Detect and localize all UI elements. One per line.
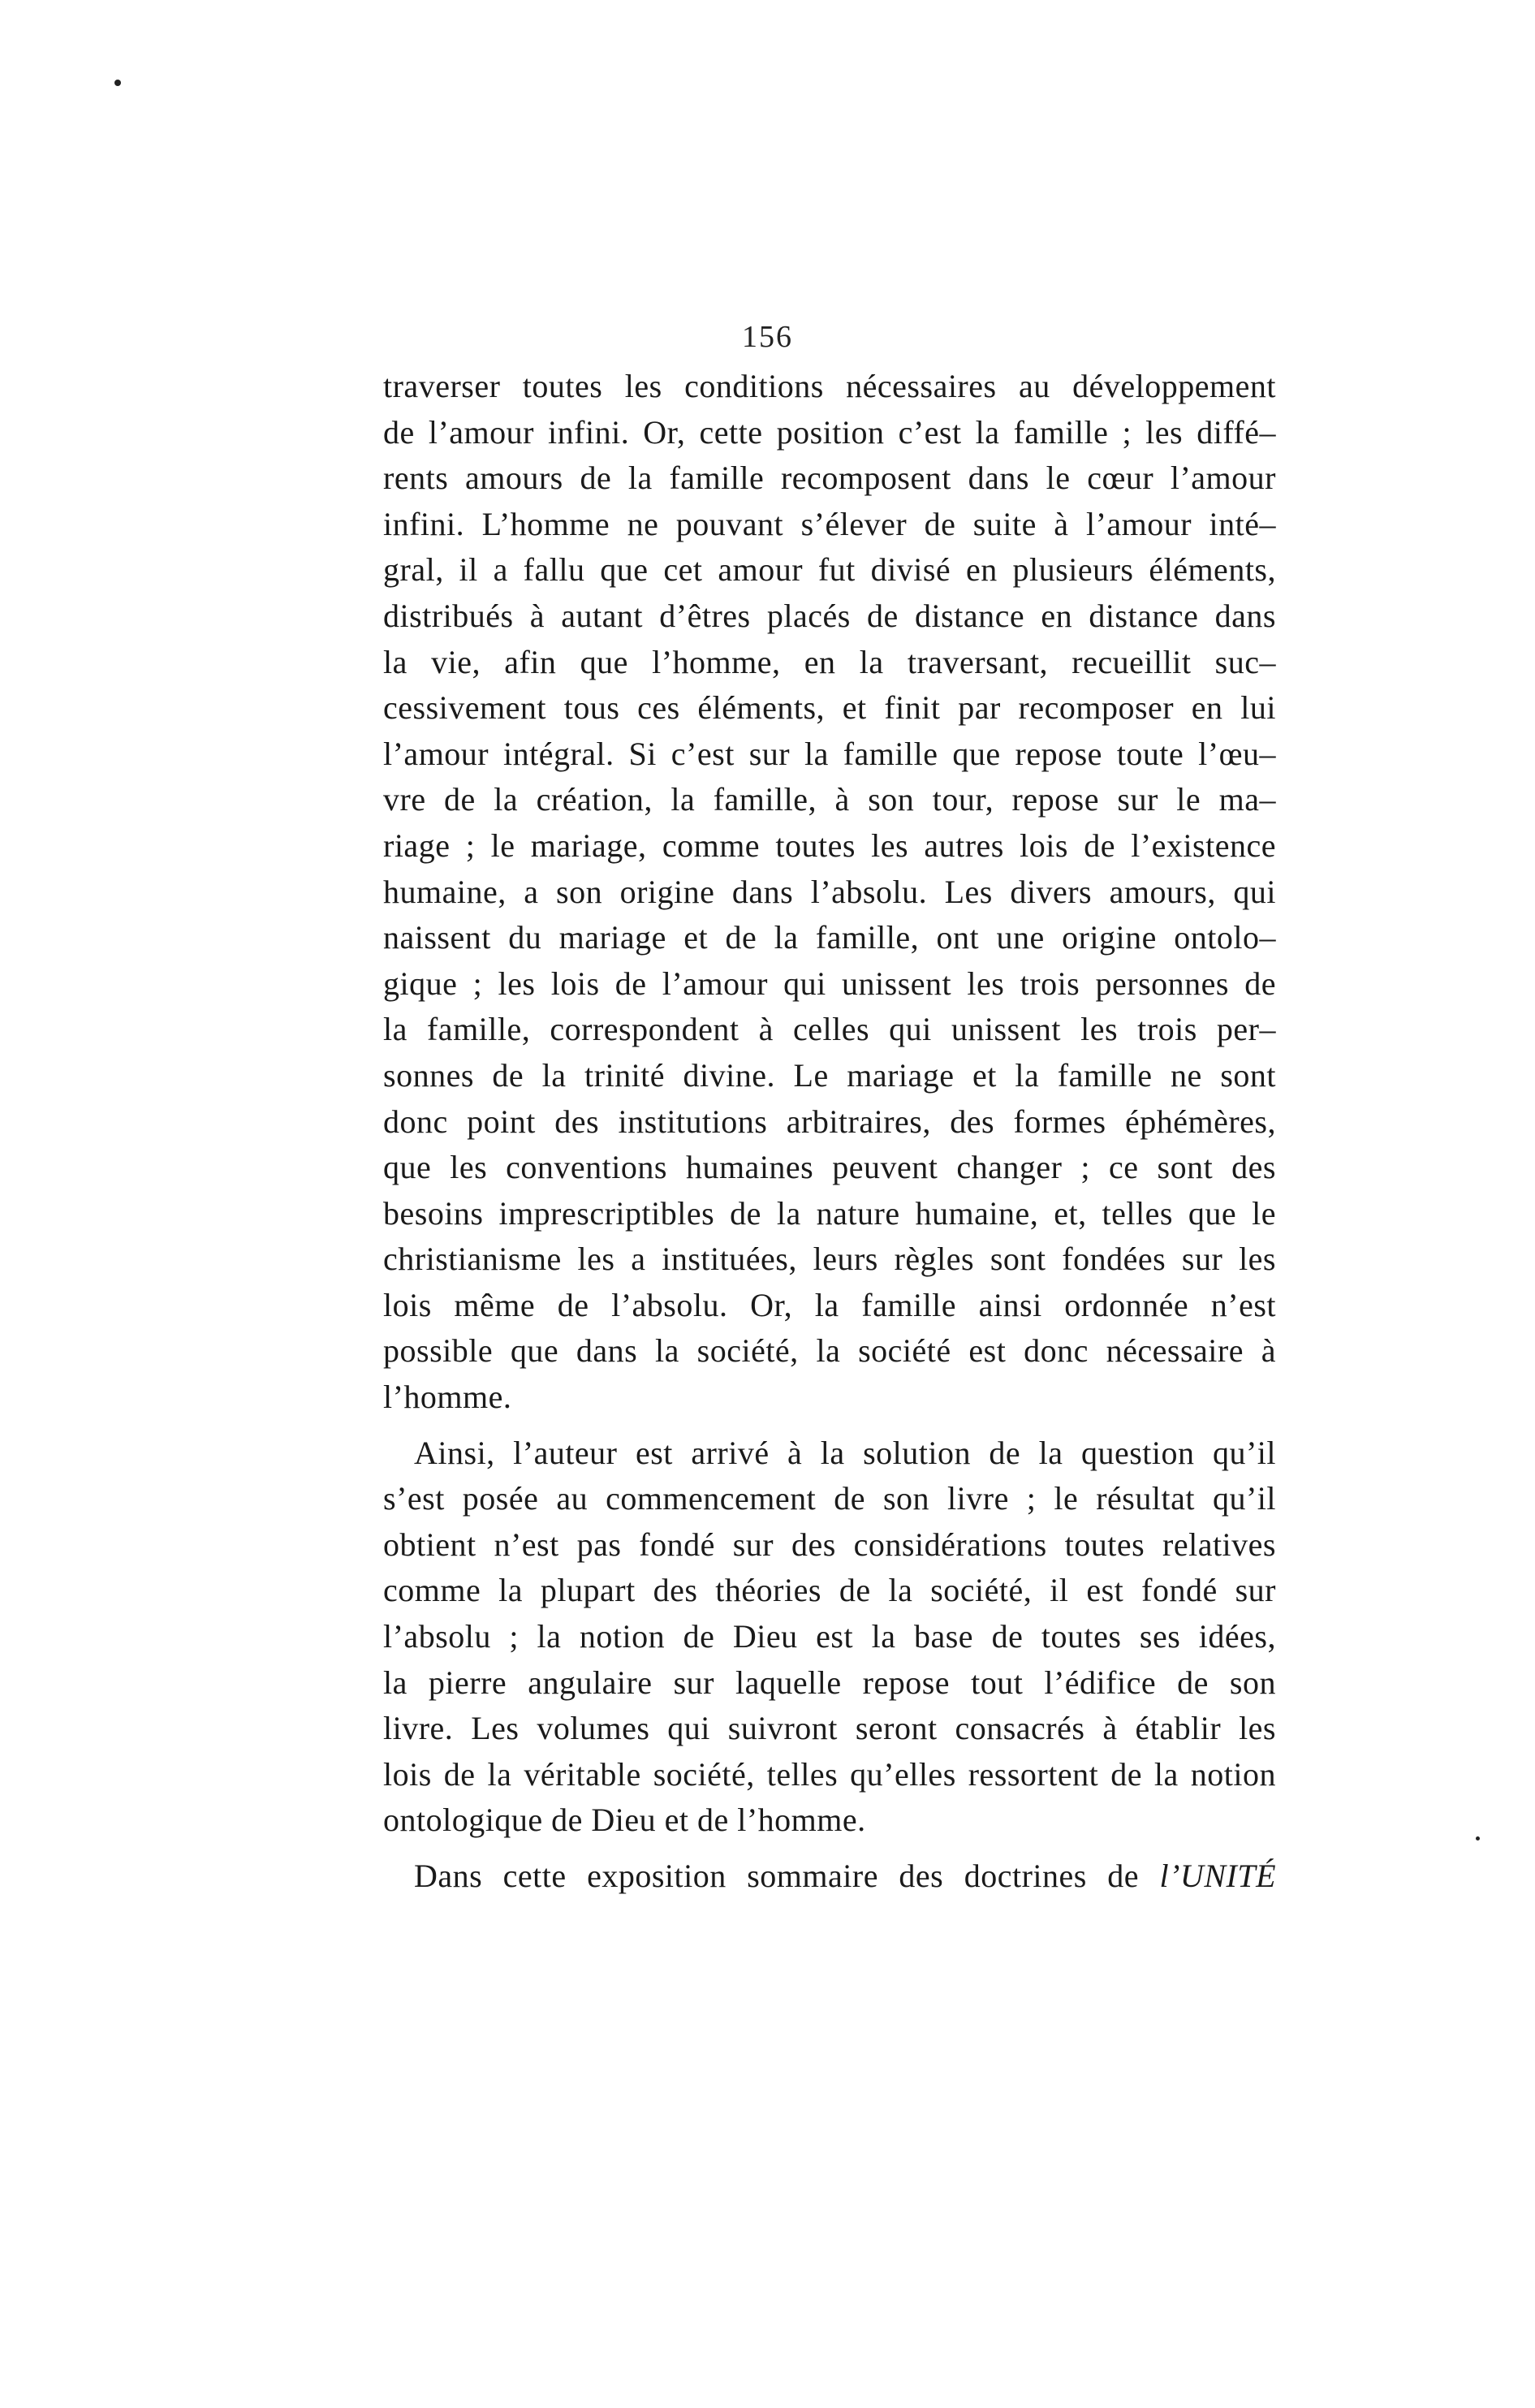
text-line: la vie, afin que l’homme, en la traversant, recueillit suc–	[383, 643, 1276, 680]
text-line: distribués à autant d’êtres placés de distance en distance dans	[383, 597, 1276, 634]
text-line: lois même de l’absolu. Or, la famille ainsi ordonnée n’est	[383, 1286, 1276, 1323]
paragraph-gap	[383, 1844, 1276, 1853]
text-line: l’amour intégral. Si c’est sur la famille que repose toute l’œu–	[383, 735, 1276, 772]
text-run: Dans cette exposition sommaire des doctrines de	[414, 1858, 1140, 1894]
text-line: besoins imprescriptibles de la nature humaine, et, telles que le	[383, 1194, 1276, 1232]
text-line: riage ; le mariage, comme toutes les autres lois de l’existence	[383, 826, 1276, 864]
text-line: rents amours de la famille recomposent dans le cœur l’amour	[383, 460, 1276, 497]
ink-speck	[114, 80, 121, 86]
paragraph	[383, 1853, 1276, 1900]
text-line: l’homme.	[383, 1379, 512, 1416]
text-line: vre de la création, la famille, à son tour, repose sur le ma–	[383, 781, 1276, 818]
paragraph-gap	[383, 1421, 1276, 1431]
paragraph	[383, 1431, 1276, 1844]
text-line: possible que dans la société, la société est donc nécessaire à	[383, 1332, 1276, 1370]
ink-speck	[1476, 1836, 1480, 1841]
text-line: humaine, a son origine dans l’absolu. Les divers amours, qui	[383, 873, 1276, 910]
text-line: livre. Les volumes qui suivront seront consacrés à établir les	[383, 1710, 1276, 1747]
text-line: comme la plupart des théories de la société, il est fondé sur	[383, 1572, 1276, 1609]
italic-text-run: l’UNITÉ	[1159, 1858, 1276, 1894]
text-line: s’est posée au commencement de son livre ; le résultat qu’il	[383, 1480, 1276, 1517]
text-line: Ainsi, l’auteur est arrivé à la solution de la question qu’il	[414, 1434, 1276, 1471]
text-line: l’absolu ; la notion de Dieu est la base de toutes ses idées,	[383, 1618, 1276, 1655]
text-line	[383, 1853, 1276, 1900]
text-line: cessivement tous ces éléments, et finit par recomposer en lui	[383, 689, 1276, 727]
page-number: 156	[742, 320, 793, 354]
text-line: gique ; les lois de l’amour qui unissent les trois personnes de	[383, 964, 1276, 1002]
text-line: donc point des institutions arbitraires, des formes éphémères,	[383, 1103, 1276, 1140]
text-line: ontologique de Dieu et de l’homme.	[383, 1802, 866, 1839]
text-line: sonnes de la trinité divine. Le mariage et la famille ne sont	[383, 1056, 1276, 1094]
text-line: lois de la véritable société, telles qu’elles ressortent de la notion	[383, 1755, 1276, 1793]
text-line: naissent du mariage et de la famille, ont une origine ontolo–	[383, 919, 1276, 956]
text-line: la pierre angulaire sur laquelle repose tout l’édifice de son	[383, 1664, 1276, 1701]
text-line: de l’amour infini. Or, cette position c’est la famille ; les diffé–	[383, 413, 1276, 451]
body-text	[383, 364, 1276, 1900]
text-line: obtient n’est pas fondé sur des considérations toutes relatives	[383, 1525, 1276, 1563]
paragraph	[383, 364, 1276, 1421]
text-line: que les conventions humaines peuvent changer ; ce sont des	[383, 1149, 1276, 1186]
text-line: la famille, correspondent à celles qui unissent les trois per–	[383, 1011, 1276, 1048]
text-line: infini. L’homme ne pouvant s’élever de suite à l’amour inté–	[383, 505, 1276, 542]
text-line: gral, il a fallu que cet amour fut divisé en plusieurs éléments,	[383, 551, 1276, 589]
text-line: christianisme les a instituées, leurs règles sont fondées sur les	[383, 1241, 1276, 1278]
text-line: traverser toutes les conditions nécessaires au développement	[383, 368, 1276, 404]
